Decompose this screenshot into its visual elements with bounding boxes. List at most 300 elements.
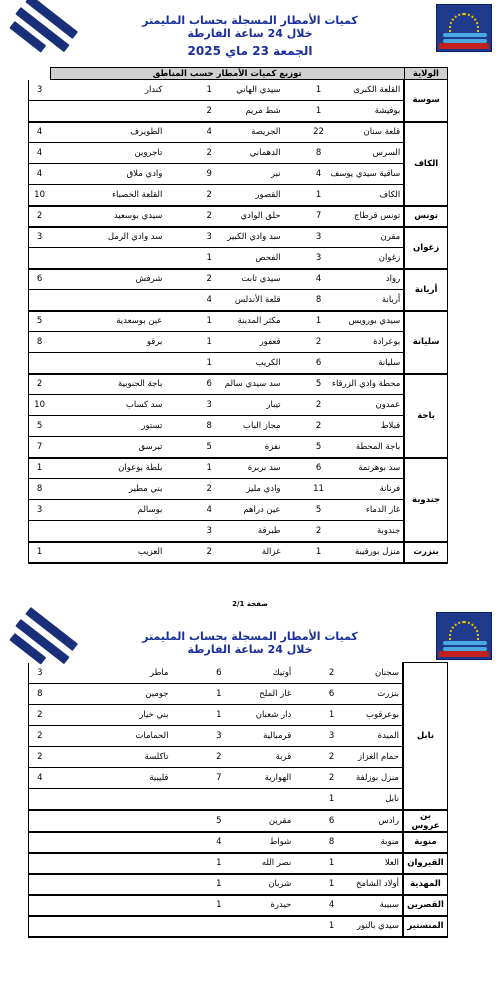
table-row bbox=[29, 768, 448, 789]
governorate-cell: تونس bbox=[404, 206, 447, 227]
rain-value: 1 bbox=[322, 916, 340, 937]
page-number: صفحة 2/1 bbox=[232, 600, 268, 608]
spacer-cell bbox=[165, 227, 200, 248]
station-name: شط مريم bbox=[218, 101, 284, 122]
station-name: سد وادي الكبير bbox=[218, 227, 284, 248]
spacer-cell bbox=[51, 832, 101, 853]
table-row bbox=[29, 916, 448, 937]
spacer-cell bbox=[50, 143, 96, 164]
spacer-cell bbox=[172, 810, 210, 832]
rain-value: 6 bbox=[210, 663, 228, 684]
station-name bbox=[101, 895, 171, 916]
spacer-cell bbox=[284, 395, 310, 416]
station-name: قبلاط bbox=[327, 416, 404, 437]
spacer-cell bbox=[165, 353, 200, 374]
rain-value: 2 bbox=[29, 747, 51, 768]
spacer-cell bbox=[165, 269, 200, 290]
governorate-cell: سوسة bbox=[404, 80, 447, 122]
governorate-cell: القصرين bbox=[403, 895, 448, 916]
table-row bbox=[29, 458, 448, 479]
spacer-cell bbox=[51, 810, 101, 832]
rain-value: 3 bbox=[29, 227, 51, 248]
rain-value: 8 bbox=[322, 832, 340, 853]
rain-value: 5 bbox=[29, 311, 51, 332]
rain-value: 2 bbox=[201, 101, 218, 122]
rain-value: 8 bbox=[310, 290, 328, 311]
rain-value: 3 bbox=[210, 726, 228, 747]
station-name: الكريب bbox=[218, 353, 284, 374]
spacer-cell bbox=[284, 185, 310, 206]
governorate-cell: المنستير bbox=[403, 916, 448, 937]
spacer-cell bbox=[51, 663, 101, 684]
table-row bbox=[29, 416, 448, 437]
rain-value: 10 bbox=[29, 185, 51, 206]
spacer-cell bbox=[51, 726, 101, 747]
spacer-cell bbox=[51, 768, 101, 789]
station-name: الجريصة bbox=[218, 122, 284, 143]
rain-value: 1 bbox=[201, 80, 218, 101]
rain-value bbox=[29, 853, 51, 874]
rain-value: 2 bbox=[322, 747, 340, 768]
spacer-cell bbox=[165, 500, 200, 521]
station-name: نفزة bbox=[218, 437, 284, 458]
spacer-cell bbox=[50, 479, 96, 500]
spacer-cell bbox=[172, 768, 210, 789]
governorate-cell: سليانة bbox=[404, 311, 447, 374]
station-name: حمام الغزاز bbox=[341, 747, 403, 768]
table-row bbox=[29, 789, 448, 810]
station-name: مكثر المدينة bbox=[218, 311, 284, 332]
station-name: وادي ملاق bbox=[96, 164, 165, 185]
station-name: الفحص bbox=[218, 248, 284, 269]
spacer-cell bbox=[294, 768, 322, 789]
station-name: سيدي بورويس bbox=[327, 311, 404, 332]
rain-value bbox=[29, 832, 51, 853]
spacer-cell bbox=[284, 227, 310, 248]
spacer-cell bbox=[172, 916, 210, 937]
spacer-cell bbox=[50, 290, 96, 311]
spacer-cell bbox=[50, 374, 96, 395]
station-name: جومين bbox=[101, 684, 171, 705]
governorate-cell: باجة bbox=[404, 374, 447, 458]
rain-value: 7 bbox=[310, 206, 328, 227]
header-line1: كميات الأمطار المسجلة بحساب المليمتر bbox=[142, 630, 358, 643]
table-row bbox=[29, 684, 448, 705]
station-name: رواد bbox=[327, 269, 404, 290]
rain-value: 3 bbox=[201, 227, 218, 248]
spacer-cell bbox=[284, 374, 310, 395]
rain-value: 2 bbox=[201, 206, 218, 227]
header-line1: كميات الأمطار المسجلة بحساب المليمتر bbox=[142, 14, 358, 27]
spacer-cell bbox=[294, 789, 322, 810]
rain-value bbox=[29, 874, 51, 895]
station-name: دار شعبان bbox=[228, 705, 294, 726]
station-name: بوفيشة bbox=[327, 101, 404, 122]
station-name: بنزرت bbox=[341, 684, 403, 705]
station-name: السرس bbox=[327, 143, 404, 164]
table-row bbox=[29, 269, 448, 290]
spacer-cell bbox=[284, 143, 310, 164]
spacer-cell bbox=[165, 164, 200, 185]
spacer-cell bbox=[165, 458, 200, 479]
rain-value bbox=[29, 789, 51, 810]
rain-value: 8 bbox=[310, 143, 328, 164]
spacer-cell bbox=[165, 290, 200, 311]
station-name: وادي مليز bbox=[218, 479, 284, 500]
spacer-cell bbox=[165, 416, 200, 437]
station-name bbox=[101, 810, 171, 832]
rain-value bbox=[29, 895, 51, 916]
station-name: الميدة bbox=[341, 726, 403, 747]
table-row bbox=[29, 185, 448, 206]
rain-value: 3 bbox=[201, 521, 218, 542]
rain-value bbox=[210, 789, 228, 810]
spacer-cell bbox=[165, 542, 200, 563]
rain-value: 1 bbox=[210, 895, 228, 916]
rain-value: 2 bbox=[29, 374, 51, 395]
station-name: برقو bbox=[96, 332, 165, 353]
spacer-cell bbox=[172, 789, 210, 810]
rain-value: 1 bbox=[201, 248, 218, 269]
station-name: منزل بورقيبة bbox=[327, 542, 404, 563]
table-row bbox=[29, 311, 448, 332]
governorate-cell: الكاف bbox=[404, 122, 447, 206]
station-name: غزالة bbox=[218, 542, 284, 563]
station-name: بني خيار bbox=[101, 705, 171, 726]
table-row bbox=[29, 374, 448, 395]
station-name: مقرين bbox=[228, 810, 294, 832]
table-row bbox=[29, 248, 448, 269]
spacer-cell bbox=[172, 705, 210, 726]
spacer-cell bbox=[51, 895, 101, 916]
rain-value: 6 bbox=[322, 810, 340, 832]
rain-value bbox=[29, 810, 51, 832]
station-name bbox=[101, 853, 171, 874]
station-name bbox=[96, 290, 165, 311]
spacer-cell bbox=[284, 416, 310, 437]
spacer-cell bbox=[294, 810, 322, 832]
station-name: تستور bbox=[96, 416, 165, 437]
governorate-cell: بنزرت bbox=[404, 542, 447, 563]
rain-value: 1 bbox=[310, 311, 328, 332]
station-name: حلق الوادي bbox=[218, 206, 284, 227]
spacer-cell bbox=[284, 458, 310, 479]
rain-value: 4 bbox=[210, 832, 228, 853]
rain-value: 6 bbox=[310, 458, 328, 479]
station-name: منزل بوزلفة bbox=[341, 768, 403, 789]
spacer-cell bbox=[51, 874, 101, 895]
station-name: بوسالم bbox=[96, 500, 165, 521]
governorate-cell: بن عروس bbox=[403, 810, 448, 832]
rain-value: 8 bbox=[29, 479, 51, 500]
column-header-governorate: الولاية bbox=[404, 68, 447, 80]
station-name: قلعة سنان bbox=[327, 122, 404, 143]
rain-value: 4 bbox=[201, 500, 218, 521]
rain-value: 1 bbox=[322, 874, 340, 895]
spacer-cell bbox=[294, 747, 322, 768]
table-row bbox=[29, 143, 448, 164]
rain-value: 10 bbox=[29, 395, 51, 416]
rain-value: 11 bbox=[310, 479, 328, 500]
spacer-cell bbox=[51, 853, 101, 874]
spacer-cell bbox=[50, 332, 96, 353]
rain-value: 4 bbox=[29, 768, 51, 789]
rain-value: 2 bbox=[201, 185, 218, 206]
station-name: طبرقة bbox=[218, 521, 284, 542]
spacer-cell bbox=[50, 185, 96, 206]
table-row bbox=[29, 726, 448, 747]
table-row bbox=[29, 395, 448, 416]
rain-value bbox=[29, 521, 51, 542]
station-name: غار الدماء bbox=[327, 500, 404, 521]
station-name: بوعرقوب bbox=[341, 705, 403, 726]
spacer-cell bbox=[50, 395, 96, 416]
station-name: أوتيك bbox=[228, 663, 294, 684]
station-name: سد سيدي سالم bbox=[218, 374, 284, 395]
station-name: نصر الله bbox=[228, 853, 294, 874]
spacer-cell bbox=[294, 853, 322, 874]
station-name bbox=[96, 353, 165, 374]
station-name: الطويرف bbox=[96, 122, 165, 143]
station-name bbox=[101, 874, 171, 895]
table-row bbox=[29, 206, 448, 227]
spacer-cell bbox=[51, 789, 101, 810]
station-name: فرنانة bbox=[327, 479, 404, 500]
station-name: زغوان bbox=[327, 248, 404, 269]
governorate-cell: المهدية bbox=[403, 874, 448, 895]
table-row bbox=[29, 874, 448, 895]
table-row bbox=[29, 500, 448, 521]
spacer-cell bbox=[294, 726, 322, 747]
spacer-cell bbox=[284, 311, 310, 332]
spacer-cell bbox=[50, 248, 96, 269]
table-row bbox=[29, 353, 448, 374]
rain-value: 6 bbox=[201, 374, 218, 395]
station-name: بلطة بوعوان bbox=[96, 458, 165, 479]
governorate-cell: نابل bbox=[403, 663, 448, 810]
spacer-cell bbox=[284, 206, 310, 227]
spacer-cell bbox=[165, 374, 200, 395]
spacer-cell bbox=[172, 663, 210, 684]
rainfall-table-page1 bbox=[28, 67, 448, 564]
table-row bbox=[29, 521, 448, 542]
station-name: الهوارية bbox=[228, 768, 294, 789]
spacer-cell bbox=[284, 101, 310, 122]
governorate-cell: زغوان bbox=[404, 227, 447, 269]
spacer-cell bbox=[294, 874, 322, 895]
station-name: تيبار bbox=[218, 395, 284, 416]
spacer-cell bbox=[50, 521, 96, 542]
station-name: سيدي بوسعيد bbox=[96, 206, 165, 227]
rain-value: 5 bbox=[29, 416, 51, 437]
spacer-cell bbox=[165, 143, 200, 164]
table-row bbox=[29, 101, 448, 122]
rain-value bbox=[29, 101, 51, 122]
spacer-cell bbox=[294, 705, 322, 726]
rain-value: 4 bbox=[201, 122, 218, 143]
spacer-cell bbox=[165, 311, 200, 332]
rain-value: 6 bbox=[310, 353, 328, 374]
spacer-cell bbox=[284, 122, 310, 143]
station-name: العلا bbox=[341, 853, 403, 874]
spacer-cell bbox=[284, 542, 310, 563]
station-name: قربة bbox=[228, 747, 294, 768]
station-name bbox=[101, 832, 171, 853]
station-name: سد كساب bbox=[96, 395, 165, 416]
spacer-cell bbox=[50, 353, 96, 374]
table-row bbox=[29, 332, 448, 353]
station-name: القصور bbox=[218, 185, 284, 206]
rain-value: 2 bbox=[322, 663, 340, 684]
station-name bbox=[96, 101, 165, 122]
spacer-cell bbox=[50, 206, 96, 227]
rain-value bbox=[29, 248, 51, 269]
spacer-cell bbox=[172, 726, 210, 747]
table-row bbox=[29, 542, 448, 563]
rain-value: 1 bbox=[201, 458, 218, 479]
spacer-cell bbox=[50, 542, 96, 563]
table-row bbox=[29, 122, 448, 143]
rain-value: 1 bbox=[210, 853, 228, 874]
rain-value: 1 bbox=[201, 311, 218, 332]
rain-value: 2 bbox=[310, 395, 328, 416]
station-name: رادس bbox=[341, 810, 403, 832]
spacer-cell bbox=[172, 874, 210, 895]
station-name bbox=[96, 521, 165, 542]
rain-value: 3 bbox=[310, 227, 328, 248]
station-name: الحمامات bbox=[101, 726, 171, 747]
rain-value: 7 bbox=[210, 768, 228, 789]
station-name: مجاز الباب bbox=[218, 416, 284, 437]
rain-value: 3 bbox=[29, 663, 51, 684]
rain-value: 1 bbox=[322, 789, 340, 810]
page-2 bbox=[0, 600, 500, 1000]
spacer-cell bbox=[50, 122, 96, 143]
header-line2: خلال 24 ساعة الفارطة bbox=[187, 643, 313, 656]
table-row bbox=[29, 437, 448, 458]
rain-value: 1 bbox=[210, 874, 228, 895]
station-name: عين دراهم bbox=[218, 500, 284, 521]
spacer-cell bbox=[172, 895, 210, 916]
spacer-cell bbox=[165, 437, 200, 458]
rain-value: 2 bbox=[310, 521, 328, 542]
spacer-cell bbox=[51, 747, 101, 768]
station-name: شرفش bbox=[96, 269, 165, 290]
rain-value bbox=[29, 353, 51, 374]
spacer-cell bbox=[165, 80, 200, 101]
table-row bbox=[29, 80, 448, 101]
rain-value: 8 bbox=[29, 332, 51, 353]
station-name: قليبية bbox=[101, 768, 171, 789]
rain-value: 2 bbox=[201, 269, 218, 290]
station-name bbox=[228, 789, 294, 810]
spacer-cell bbox=[172, 747, 210, 768]
rain-value: 1 bbox=[210, 705, 228, 726]
column-header-distribution: توزيع كميات الأمطار حسب المناطق bbox=[50, 68, 404, 80]
table-row bbox=[29, 853, 448, 874]
table-row bbox=[29, 227, 448, 248]
spacer-cell bbox=[165, 101, 200, 122]
spacer-cell bbox=[284, 353, 310, 374]
rain-value: 3 bbox=[310, 248, 328, 269]
rain-value: 6 bbox=[322, 684, 340, 705]
spacer-cell bbox=[284, 437, 310, 458]
station-name: عمدون bbox=[327, 395, 404, 416]
governorate-cell: جندوبة bbox=[404, 458, 447, 542]
rain-value bbox=[210, 916, 228, 937]
rain-value: 3 bbox=[322, 726, 340, 747]
rain-value: 1 bbox=[29, 542, 51, 563]
spacer-cell bbox=[284, 479, 310, 500]
spacer-cell bbox=[284, 80, 310, 101]
rain-value: 1 bbox=[310, 101, 328, 122]
rain-value: 5 bbox=[310, 374, 328, 395]
station-name: تاكلسة bbox=[101, 747, 171, 768]
table-row bbox=[29, 290, 448, 311]
station-name: نبر bbox=[218, 164, 284, 185]
station-name bbox=[101, 789, 171, 810]
station-name bbox=[101, 916, 171, 937]
spacer-cell bbox=[284, 269, 310, 290]
spacer-cell bbox=[50, 500, 96, 521]
station-name: محطة وادي الزرقاء bbox=[327, 374, 404, 395]
station-name: باجة الجنوبية bbox=[96, 374, 165, 395]
rain-value: 8 bbox=[29, 684, 51, 705]
rain-value: 1 bbox=[310, 542, 328, 563]
governorate-cell: أريانة bbox=[404, 269, 447, 311]
rain-value: 6 bbox=[29, 269, 51, 290]
spacer-cell bbox=[172, 684, 210, 705]
spacer-cell bbox=[50, 80, 96, 101]
table-row bbox=[29, 747, 448, 768]
station-name: عين بوسعدية bbox=[96, 311, 165, 332]
spacer-cell bbox=[50, 458, 96, 479]
rain-value: 1 bbox=[310, 80, 328, 101]
spacer-cell bbox=[51, 705, 101, 726]
rain-value: 4 bbox=[201, 290, 218, 311]
table-row bbox=[29, 895, 448, 916]
station-name: منوبة bbox=[341, 832, 403, 853]
spacer-cell bbox=[284, 290, 310, 311]
station-name: تونس قرطاج bbox=[327, 206, 404, 227]
rain-value: 22 bbox=[310, 122, 328, 143]
station-name: شربان bbox=[228, 874, 294, 895]
station-name: حيدرة bbox=[228, 895, 294, 916]
rain-value: 2 bbox=[322, 768, 340, 789]
spacer-cell bbox=[165, 248, 200, 269]
station-name: سليانة bbox=[327, 353, 404, 374]
station-name: شواط bbox=[228, 832, 294, 853]
spacer-cell bbox=[165, 185, 200, 206]
rain-value: 1 bbox=[201, 332, 218, 353]
station-name: قلعة الأندلس bbox=[218, 290, 284, 311]
rain-value: 2 bbox=[201, 479, 218, 500]
rain-value: 5 bbox=[201, 437, 218, 458]
rain-value: 1 bbox=[322, 853, 340, 874]
station-name: كندار bbox=[96, 80, 165, 101]
rain-value: 4 bbox=[310, 269, 328, 290]
station-name: تاجروين bbox=[96, 143, 165, 164]
station-name: باجة المحطة bbox=[327, 437, 404, 458]
station-name: القلعة الخصباء bbox=[96, 185, 165, 206]
spacer-cell bbox=[50, 311, 96, 332]
rain-value: 2 bbox=[29, 705, 51, 726]
spacer-cell bbox=[165, 122, 200, 143]
table-row bbox=[29, 479, 448, 500]
station-name: سبيبة bbox=[341, 895, 403, 916]
spacer-cell bbox=[284, 521, 310, 542]
rain-value: 8 bbox=[201, 416, 218, 437]
